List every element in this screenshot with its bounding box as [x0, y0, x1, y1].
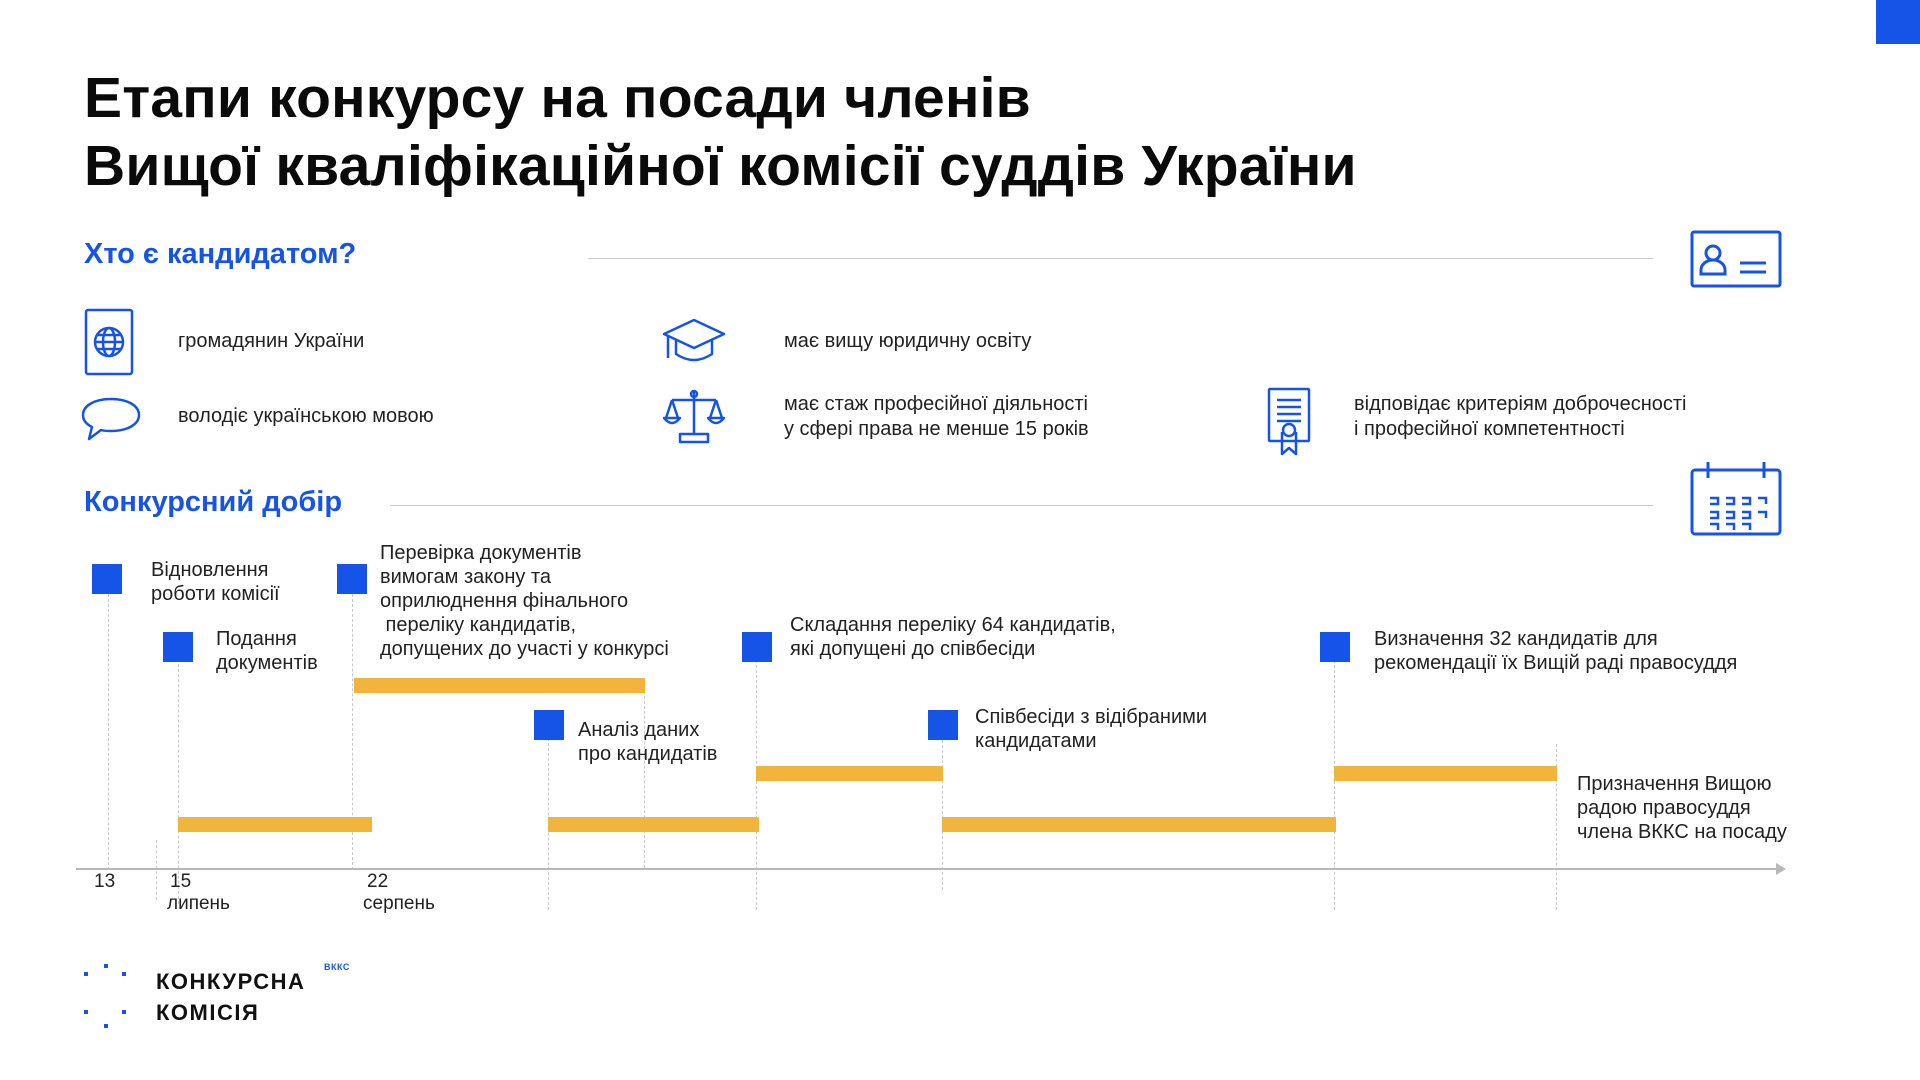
stage-label-line: Подання [216, 628, 297, 650]
logo-dots-icon [82, 962, 132, 1032]
criterion-experience [784, 392, 1089, 442]
stage-label-resume [151, 558, 280, 606]
guide-line [756, 660, 757, 910]
stage-bar-analysis [548, 817, 759, 832]
stage-label-line: переліку кандидатів, [380, 614, 577, 636]
stage-label-line: допущених до участі у конкурсі [380, 638, 669, 660]
stage-label-line: члена ВККС на посаду [1577, 821, 1787, 843]
stage-label-line: рекомендації їх Вищій раді правосуддя [1374, 652, 1738, 674]
stage-label-interviews [975, 705, 1207, 753]
stage-label-list-64 [790, 613, 1116, 661]
stage-marker [534, 710, 564, 740]
stage-label-appointment [1577, 772, 1787, 844]
stage-bar-documents [178, 817, 372, 832]
certificate-document-icon [1266, 386, 1312, 458]
stage-label-line: Призначення Вищою [1577, 773, 1772, 795]
stage-label-line: оприлюднення фінального [380, 590, 629, 612]
stage-label-line: радою правосуддя [1577, 797, 1751, 819]
criterion-education [784, 329, 1031, 354]
stage-label-line: які допущені до співбесіди [790, 638, 1036, 660]
logo-superscript: ВККС [324, 962, 350, 972]
stage-marker [163, 632, 193, 662]
tick-day-label: 15 [170, 871, 192, 892]
stage-label-line: Аналіз даних [578, 719, 700, 741]
candidate-section-rule [588, 258, 1653, 259]
page-title-line-2: Вищої кваліфікаційної комісії суддів України [84, 134, 1357, 198]
stage-marker [1320, 632, 1350, 662]
tick-day-label: 13 [94, 871, 116, 892]
stage-bar-list-64 [756, 766, 943, 781]
logo-line-2: КОМІСІЯ [156, 1000, 260, 1025]
stage-label-line: кандидатами [975, 730, 1097, 752]
tick-month-label: серпень [363, 893, 435, 914]
calendar-icon [1690, 460, 1782, 536]
stage-label-selection-32 [1374, 627, 1737, 675]
criterion-language [178, 404, 434, 429]
stage-bar-selection-32 [1334, 766, 1557, 781]
scales-icon [662, 388, 726, 446]
stage-label-line: Співбесіди з відібраними [975, 706, 1208, 728]
criterion-experience-line-2: у сфері права не менше 15 років [784, 418, 1089, 440]
stage-label-documents [216, 627, 318, 675]
logo-line-1: КОНКУРСНА [156, 969, 306, 994]
timeline-axis-arrow [1776, 863, 1786, 875]
tick-month-label: липень [167, 893, 230, 914]
stage-label-line: про кандидатів [578, 743, 718, 765]
corner-accent-square [1876, 0, 1920, 44]
speech-bubble-icon [80, 396, 142, 442]
criterion-education-line-1: має вищу юридичну освіту [784, 330, 1032, 352]
passport-globe-icon [84, 308, 134, 376]
stage-marker [337, 564, 367, 594]
selection-section-heading: Конкурсний добір [84, 486, 343, 518]
stage-label-line: Відновлення [151, 559, 269, 581]
stage-marker [92, 564, 122, 594]
id-card-icon [1690, 230, 1782, 288]
timeline-axis [76, 868, 1776, 870]
stage-label-line: вимогам закону та [380, 566, 552, 588]
graduation-cap-icon [662, 316, 726, 368]
guide-line [108, 594, 109, 870]
criterion-citizen-line-1: громадянин України [178, 330, 365, 352]
tick-day-label: 22 [367, 871, 389, 892]
selection-section-rule [390, 505, 1653, 506]
criterion-integrity [1354, 392, 1687, 442]
stage-label-line: роботи комісії [151, 583, 280, 605]
stage-label-analysis [578, 718, 717, 766]
stage-label-line: Визначення 32 кандидатів для [1374, 628, 1658, 650]
stage-label-verification [380, 541, 669, 661]
guide-line [644, 686, 645, 868]
stage-bar-verification [354, 678, 645, 693]
criterion-language-line-1: володіє українською мовою [178, 405, 434, 427]
stage-bar-interviews [942, 817, 1336, 832]
stage-marker [928, 710, 958, 740]
logo-wordmark [156, 966, 305, 1028]
stage-label-line: документів [216, 652, 318, 674]
page-title [84, 64, 1357, 200]
criterion-integrity-line-1: відповідає критеріям доброчесності [1354, 393, 1687, 415]
stage-label-line: Складання переліку 64 кандидатів, [790, 614, 1116, 636]
stage-marker [742, 632, 772, 662]
criterion-experience-line-1: має стаж професійної діяльності [784, 393, 1088, 415]
candidate-section-heading: Хто є кандидатом? [84, 238, 357, 270]
guide-line [156, 840, 157, 900]
page-title-line-1: Етапи конкурсу на посади членів [84, 66, 1031, 130]
criterion-integrity-line-2: і професійної компетентності [1354, 418, 1625, 440]
guide-line [1334, 660, 1335, 910]
criterion-citizen [178, 329, 364, 354]
stage-label-line: Перевірка документів [380, 542, 582, 564]
